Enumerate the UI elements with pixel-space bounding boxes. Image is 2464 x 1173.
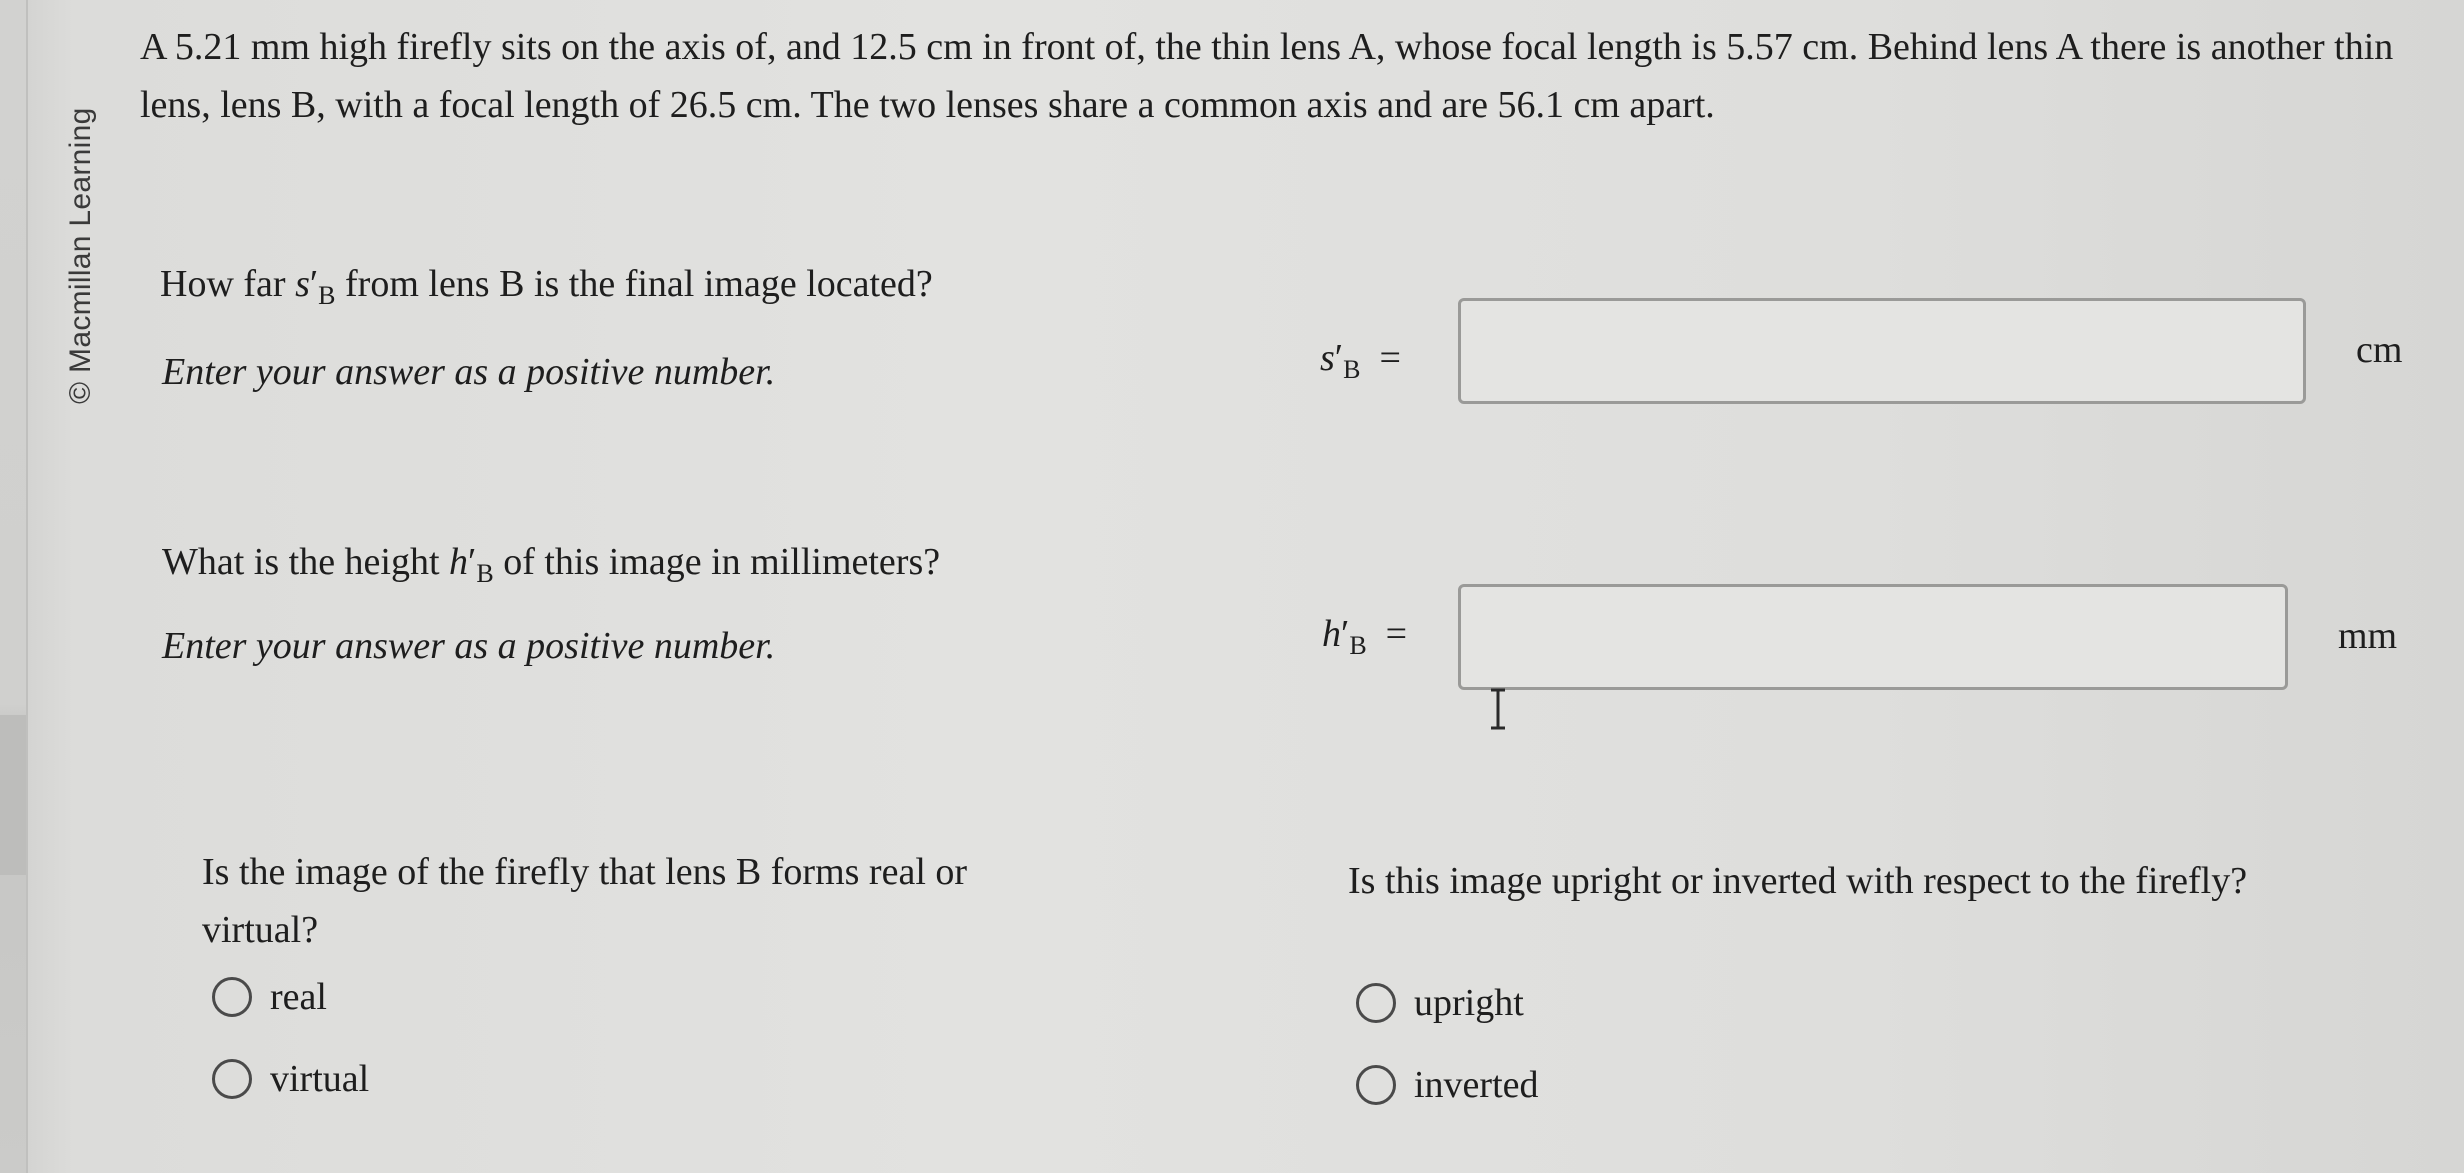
option-upright[interactable] — [1356, 981, 1524, 1025]
s-sub: B — [1343, 355, 1361, 384]
radio-real[interactable] — [212, 977, 252, 1017]
option-real-label: real — [270, 976, 327, 1018]
question-2-text — [162, 540, 940, 596]
question-3-text: Is the image of the firefly that lens B forms real or virtual? — [202, 851, 968, 951]
question-1-hint: Enter your answer as a positive number. — [162, 351, 776, 393]
option-real[interactable] — [212, 975, 327, 1019]
q1-sub: B — [318, 281, 336, 310]
q1-var: s — [295, 263, 310, 305]
q2-suffix: of this image in millimeters? — [493, 541, 941, 583]
option-virtual-label: virtual — [270, 1058, 370, 1100]
s-unit-cm: cm — [2356, 329, 2403, 371]
q1-suffix: from lens B is the final image located? — [335, 263, 933, 305]
question-1-text — [160, 262, 933, 318]
option-upright-label: upright — [1414, 982, 1524, 1024]
s-prime: ′ — [1334, 337, 1344, 379]
radio-virtual[interactable] — [212, 1059, 252, 1099]
question-2-hint: Enter your answer as a positive number. — [162, 625, 776, 667]
s-prime-b-label — [1320, 336, 1401, 392]
h-prime-b-input[interactable] — [1458, 584, 2288, 690]
text-cursor-icon — [1487, 688, 1509, 730]
q1-prime: ′ — [309, 263, 319, 305]
h-prime: ′ — [1341, 613, 1350, 655]
left-edge-panel — [0, 0, 28, 1173]
copyright-watermark-text: © Macmillan Learning — [64, 107, 97, 404]
s-equals: = — [1379, 337, 1401, 379]
q2-prefix: What is the height — [162, 541, 450, 583]
radio-upright[interactable] — [1356, 983, 1396, 1023]
q2-prime: ′ — [468, 541, 477, 583]
s-prime-b-input[interactable] — [1458, 298, 2306, 404]
q1-prefix: How far — [160, 263, 296, 305]
q2-sub: B — [476, 559, 494, 588]
h-prime-b-label — [1322, 612, 1407, 668]
option-virtual[interactable] — [212, 1057, 369, 1101]
question-4-text: Is this image upright or inverted with respect to the firefly? — [1348, 860, 2248, 902]
h-equals: = — [1385, 613, 1408, 655]
option-inverted[interactable] — [1356, 1063, 1539, 1107]
problem-statement: A 5.21 mm high firefly sits on the axis of, and 12.5 cm in front of, the thin lens A, whose focal length is 5.57 cm. Behind lens A there is another thin lens, lens B, with a focal length of 26.5 cm. The two lenses share a common axis and are 56.1 cm apart. — [140, 26, 2394, 126]
left-edge-scroll-region[interactable] — [0, 715, 26, 875]
option-inverted-label: inverted — [1414, 1064, 1539, 1106]
q2-var: h — [449, 541, 469, 583]
h-sub: B — [1349, 631, 1367, 660]
h-unit-mm: mm — [2338, 615, 2398, 657]
h-var: h — [1322, 613, 1341, 655]
radio-inverted[interactable] — [1356, 1065, 1396, 1105]
s-var: s — [1320, 337, 1335, 379]
